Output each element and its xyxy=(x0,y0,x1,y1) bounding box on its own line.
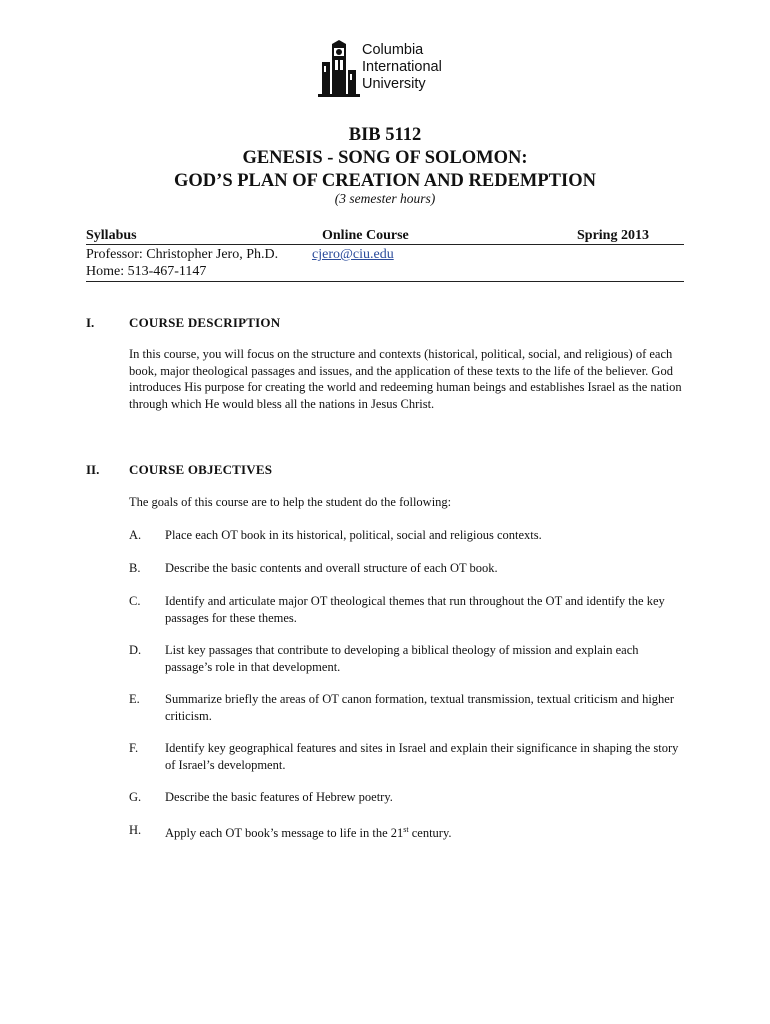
professor-name: Professor: Christopher Jero, Ph.D. xyxy=(86,247,279,262)
course-title: GENESIS - SONG OF SOLOMON: xyxy=(242,148,528,168)
objective-text: Place each OT book in its historical, political, social and religious contexts. xyxy=(165,528,542,542)
logo-line-2: International xyxy=(362,59,442,75)
objective-letter: A. xyxy=(129,528,142,542)
section-title-course-objectives: COURSE OBJECTIVES xyxy=(129,462,273,477)
objective-text: Identify key geographical features and sites in Israel and explain their significance in shaping the story of Israel’s development. xyxy=(165,741,679,772)
objective-letter: F. xyxy=(129,741,139,755)
header-rule-top xyxy=(86,244,684,245)
objective-superscript: st xyxy=(403,825,409,834)
objectives-intro: The goals of this course are to help the student do the following: xyxy=(129,495,452,509)
objective-letter: B. xyxy=(129,561,141,575)
syllabus-label: Syllabus xyxy=(86,228,137,243)
logo-line-3: University xyxy=(362,76,426,92)
objective-letter: H. xyxy=(129,823,142,837)
university-logo xyxy=(318,40,458,98)
professor-email-link[interactable]: cjero@ciu.edu xyxy=(312,247,394,262)
section-number-2: II. xyxy=(86,462,100,477)
objective-text-part: century. xyxy=(408,826,452,841)
professor-home-phone: Home: 513-467-1147 xyxy=(86,264,207,279)
course-term: Spring 2013 xyxy=(577,228,649,243)
objective-text xyxy=(165,822,687,842)
objective-letter: E. xyxy=(129,692,140,706)
objective-text: Describe the basic features of Hebrew poetry. xyxy=(165,790,393,804)
course-code: BIB 5112 xyxy=(348,125,422,145)
header-rule-bottom xyxy=(86,281,684,282)
course-format: Online Course xyxy=(322,228,409,243)
objective-letter: D. xyxy=(129,643,142,657)
objective-text: List key passages that contribute to developing a biblical theology of mission and explain each passage’s role in that development. xyxy=(165,643,639,674)
course-hours: (3 semester hours) xyxy=(334,191,436,206)
objective-letter: G. xyxy=(129,790,142,804)
course-subtitle: GOD’S PLAN OF CREATION AND REDEMPTION xyxy=(174,171,596,191)
course-description-text: In this course, you will focus on the structure and contexts (historical, political, social, and religious) of each book, major theological passages and issues, and the application of these texts to the life of the believer. God introduces His purpose for creating the world and redeeming human beings and establishes Israel as the nation through which He would bless all the nations in Jesus Christ. xyxy=(129,347,682,411)
objective-text-part: Apply each OT book’s message to life in the 21 xyxy=(165,826,404,841)
objective-text: Identify and articulate major OT theological themes that run throughout the OT and identify the key passages for these themes. xyxy=(165,594,665,625)
logo-line-1: Columbia xyxy=(362,42,424,58)
clock-tower-icon xyxy=(318,40,360,98)
objective-letter: C. xyxy=(129,594,141,608)
section-number-1: I. xyxy=(86,315,95,330)
logo-text xyxy=(362,42,442,93)
objective-text: Describe the basic contents and overall structure of each OT book. xyxy=(165,561,498,575)
section-title-course-description: COURSE DESCRIPTION xyxy=(129,315,281,330)
objective-text: Summarize briefly the areas of OT canon formation, textual transmission, textual criticism and higher criticism. xyxy=(165,692,674,723)
